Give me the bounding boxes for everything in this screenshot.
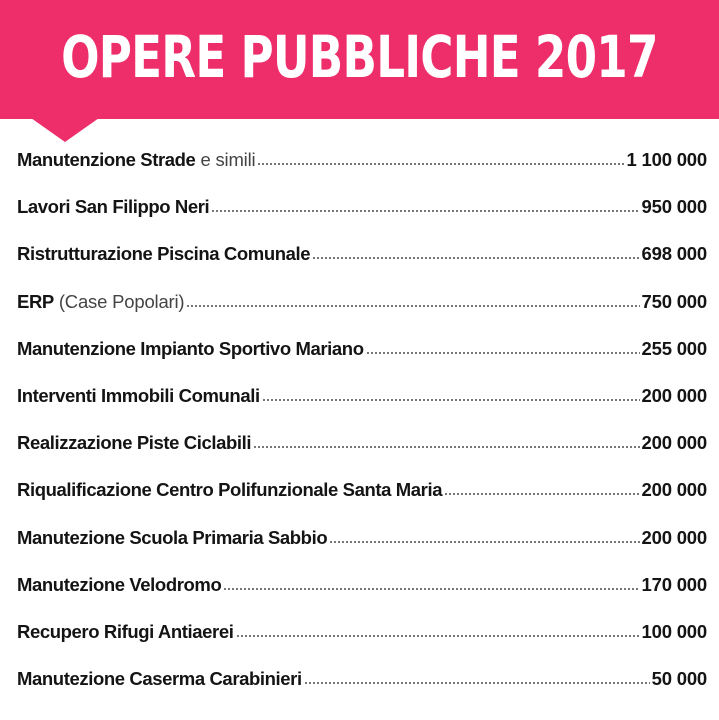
list-item — [17, 149, 707, 196]
item-amount: 200 000 — [641, 384, 707, 406]
dot-leader — [262, 398, 640, 402]
list-item — [17, 527, 707, 574]
list-item — [17, 196, 707, 243]
dot-leader — [211, 209, 639, 213]
item-name: Manutezione Velodromo — [17, 573, 222, 595]
item-name: Recupero Rifugi Antiaerei — [17, 620, 234, 642]
item-note: e simili — [200, 149, 256, 170]
title-banner — [0, 0, 719, 119]
dot-leader — [304, 681, 650, 685]
item-name: ERP — [17, 290, 54, 312]
list-item — [17, 621, 707, 668]
item-name: Riqualificazione Centro Polifunzionale Santa Maria — [17, 479, 443, 501]
item-note: (Case Popolari) — [58, 290, 185, 312]
item-amount: 170 000 — [641, 573, 707, 595]
item-amount: 100 000 — [641, 620, 707, 642]
item-amount: 200 000 — [641, 479, 707, 501]
list-item — [17, 385, 707, 432]
item-name: Realizzazione Piste Ciclabili — [17, 432, 252, 454]
list-item — [17, 479, 707, 526]
item-amount: 50 000 — [651, 668, 707, 690]
list-item — [17, 243, 707, 290]
dot-leader — [186, 304, 639, 308]
item-amount: 200 000 — [641, 526, 707, 548]
item-amount: 950 000 — [641, 196, 707, 218]
dot-leader — [444, 492, 639, 496]
item-amount: 200 000 — [641, 432, 707, 454]
item-name: Manutezione Caserma Carabinieri — [17, 668, 302, 690]
list-item — [17, 291, 707, 338]
banner-pointer — [31, 118, 99, 142]
dot-leader — [236, 634, 640, 638]
dot-leader — [366, 351, 640, 355]
item-amount: 1 100 000 — [626, 149, 707, 170]
item-amount: 698 000 — [641, 243, 707, 265]
page-title: OPERE PUBBLICHE 2017 — [61, 22, 658, 91]
item-name: Manutenzione Impianto Sportivo Mariano — [17, 337, 364, 359]
dot-leader — [329, 540, 639, 544]
dot-leader — [223, 587, 639, 591]
list-item — [17, 668, 707, 715]
item-name: Ristrutturazione Piscina Comunale — [17, 243, 311, 265]
list-item — [17, 338, 707, 385]
item-amount: 750 000 — [641, 290, 707, 312]
item-name: Manutenzione Strade — [17, 149, 196, 170]
dot-leader — [312, 256, 639, 260]
dot-leader — [253, 445, 639, 449]
item-name: Manutezione Scuola Primaria Sabbio — [17, 526, 328, 548]
public-works-list — [17, 149, 707, 715]
list-item — [17, 574, 707, 621]
list-item — [17, 432, 707, 479]
item-amount: 255 000 — [641, 337, 707, 359]
item-name: Interventi Immobili Comunali — [17, 384, 260, 406]
dot-leader — [257, 162, 624, 166]
item-name: Lavori San Filippo Neri — [17, 196, 210, 218]
